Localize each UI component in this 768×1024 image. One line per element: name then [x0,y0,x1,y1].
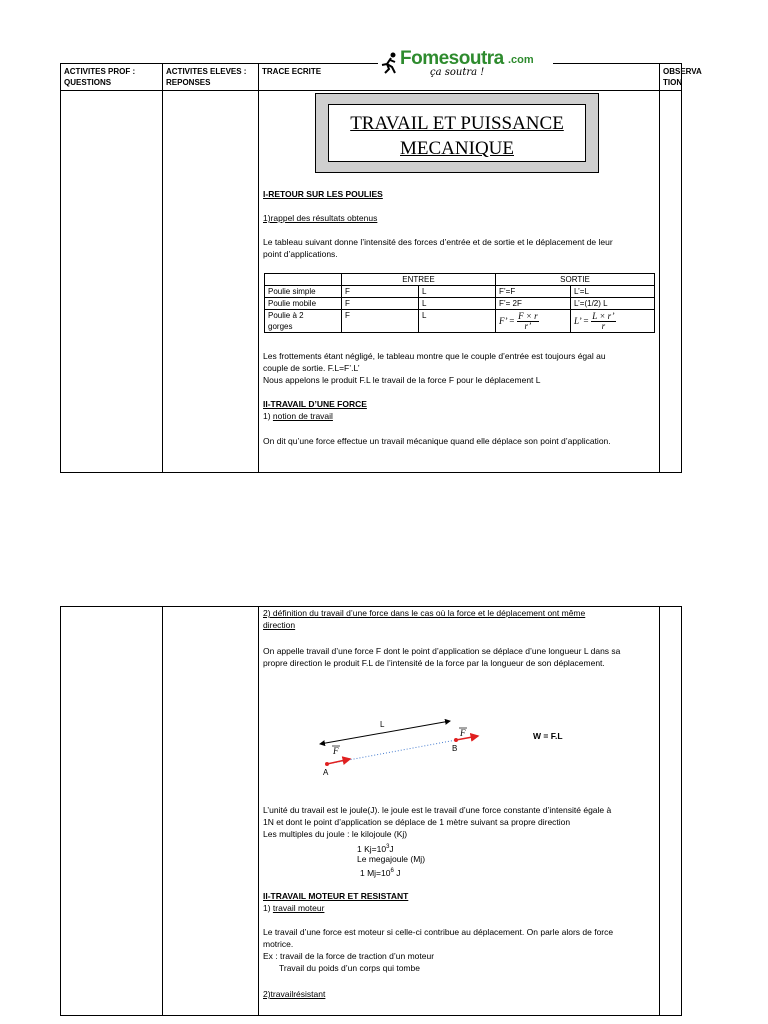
section-heading: I-RETOUR SUR LES POULIES [263,189,383,199]
logo-com: .com [508,54,534,66]
subsection-heading: 1) notion de travail [263,411,333,421]
force-diagram [310,712,490,778]
col-divider [659,606,660,1016]
header-divider-1 [60,90,682,91]
paragraph: On dit qu’une force effectue un travail mécanique quand elle déplace son point d’application. [263,436,611,446]
title-box [315,93,599,173]
megajoule-label: Le megajoule (Mj) [357,854,426,864]
subsection-heading: 2)travailrésistant [263,989,326,999]
label-f-a: F [333,746,339,756]
section-heading: II-TRAVAIL D’UNE FORCE [263,399,367,409]
subsection-heading: 1)rappel des résultats obtenus [263,213,378,223]
force-arrow-a [327,759,350,764]
subsection-heading: 2) définition du travail d’une force dans le cas où la force et le déplacement ont même direction [263,608,586,630]
paragraph: Les frottements étant négligé, le tableau montre que le couple d’entrée est toujours égal au couple de sortie. F.L=F’.L’ Nous appelons le produit F.L le travail de la force F pour le déplacement L [263,351,606,385]
label-l: L [380,720,385,729]
paragraph: On appelle travail d’une force F dont le point d’application se déplace d’une longueur L dans sa propre direction le produit F.L de l’intensité de la force par la longueur de son déplacement. [263,646,621,668]
logo-tagline: ça soutra ! [430,67,485,78]
work-formula: W = F.L [533,731,563,741]
pulley-table [264,273,655,333]
subsection-heading: 1) travail moteur [263,903,325,913]
runner-icon [378,52,400,74]
label-a: A [323,768,329,777]
header-eleves: ACTIVITES ELEVES : REPONSES [166,67,247,87]
table-row: Poulie à 2 gorges F L F’ = $\frac{F \times r}{r’}$ L’ = $\frac{L \times r’}{r}$ [265,310,655,333]
section-heading: II-TRAVAIL MOTEUR ET RESISTANT [263,891,409,901]
displacement-arrow [320,721,450,744]
label-b: B [452,744,458,753]
table-row: Poulie mobile F L F’= 2F L’=(1/2) L [265,298,655,310]
label-f-b: F [460,728,466,738]
point-a-marker [325,762,329,766]
paragraph: Le tableau suivant donne l’intensité des forces d’entrée et de sortie et le déplacement de leur point d’applications. [263,237,613,259]
point-b-marker [454,738,458,742]
header-trace: TRACE ECRITE [262,67,322,76]
logo-text: Fomesoutra [400,48,504,69]
page-title: TRAVAIL ET PUISSANCE MECANIQUE [328,104,586,162]
logo [378,48,553,80]
formula-f: F’ = $\frac{F \times r}{r’}$ [496,310,571,333]
megajoule-line: 1 $Mj=10^6$ J [360,867,401,878]
col-divider [162,606,163,1016]
paragraph: L’unité du travail est le joule(J). le joule est le travail d’une force constante d’intensité égale à 1N et dont le point d’application se déplace de 1 mètre suivant sa propre direction Les multiples du joule : le kilojoule (Kj) [263,805,612,839]
formula-l: L’ = $\frac{L \times r’}{r}$ [571,310,655,333]
table-row: ENTREE SORTIE [265,274,655,286]
col-divider [258,606,259,1016]
col-divider [258,63,259,473]
header-prof: ACTIVITES PROF : QUESTIONS [64,67,136,87]
header-observation: OBSERVA TION [663,67,702,87]
kilojoule-line: 1 $Kj=10^3J$ [357,843,394,854]
col-divider [659,63,660,473]
paragraph: Le travail d’une force est moteur si celle-ci contribue au déplacement. On parle alors de force motrice. Ex : travail de la force de traction d’un moteur Travail du poids d’un corps qui tombe [263,927,614,973]
col-divider [162,63,163,473]
table-row: Poulie simple F L F’=F L’=L [265,286,655,298]
